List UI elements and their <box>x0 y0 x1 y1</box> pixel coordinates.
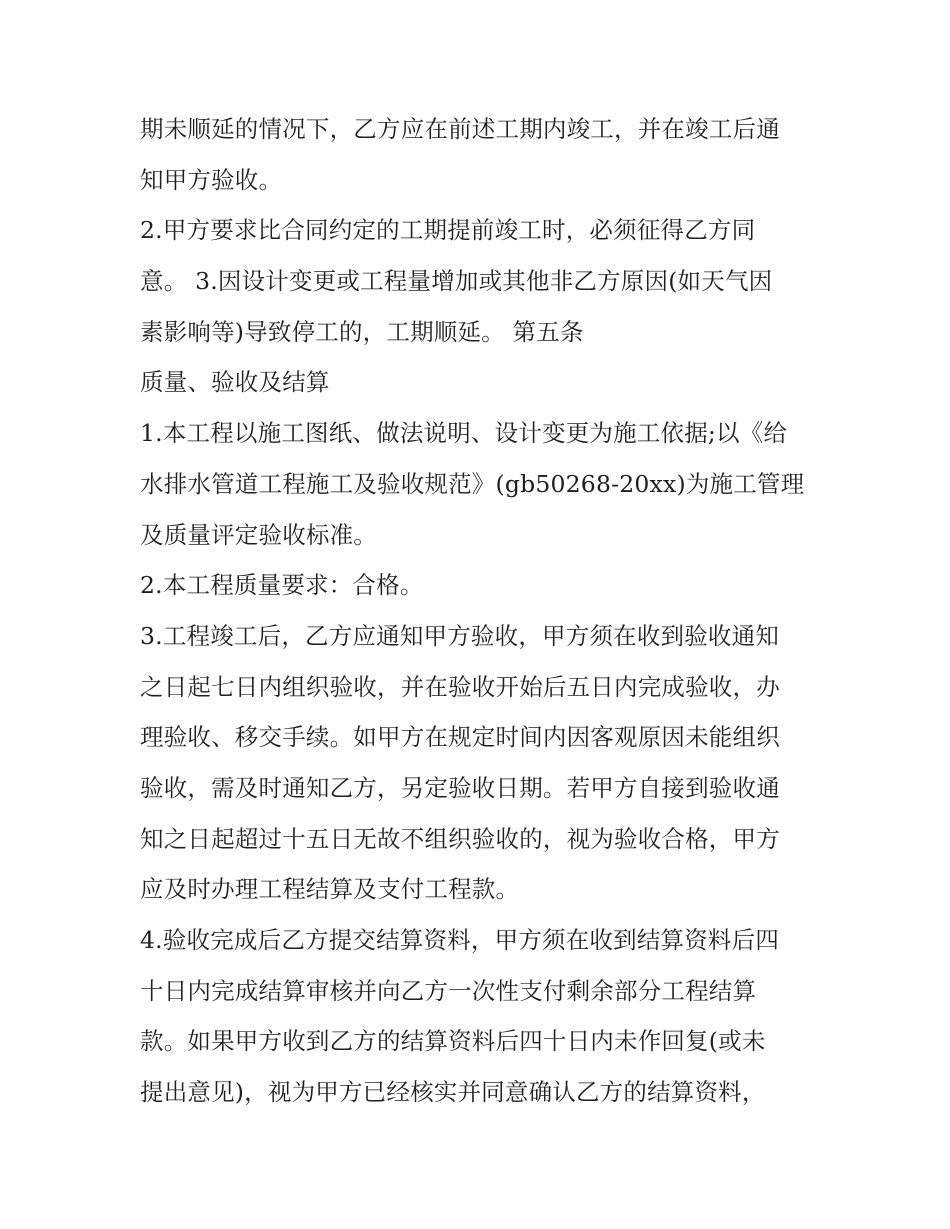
text-line: 意。 3.因设计变更或工程量增加或其他非乙方原因(如天气因 <box>140 267 773 296</box>
text-line: 2.本工程质量要求：合格。 <box>140 571 424 600</box>
text-line: 3.工程竣工后，乙方应通知甲方验收，甲方须在收到验收通知 <box>140 621 780 650</box>
text-line: 知之日起超过十五日无故不组织验收的，视为验收合格，甲方 <box>140 824 780 853</box>
text-line: 2.甲方要求比合同约定的工期提前竣工时，必须征得乙方同 <box>140 216 756 245</box>
text-line: 提出意见)，视为甲方已经核实并同意确认乙方的结算资料， <box>140 1078 766 1107</box>
text-line: 素影响等)导致停工的，工期顺延。 第五条 <box>140 317 584 346</box>
text-line: 4.验收完成后乙方提交结算资料，甲方须在收到结算资料后四 <box>140 926 780 954</box>
section-heading: 质量、验收及结算 <box>140 368 330 397</box>
text-line: 知甲方验收。 <box>140 165 283 194</box>
document-body <box>140 104 820 1118</box>
text-line: 款。如果甲方收到乙方的结算资料后四十日内未作回复(或未 <box>140 1027 766 1056</box>
text-line: 1.本工程以施工图纸、做法说明、设计变更为施工依据;以《给 <box>140 419 788 448</box>
text-line: 十日内完成结算审核并向乙方一次性支付剩余部分工程结算 <box>140 976 757 1005</box>
text-line: 之日起七日内组织验收，并在验收开始后五日内完成验收，办 <box>140 672 780 701</box>
text-line: 水排水管道工程施工及验收规范》(gb50268-20xx)为施工管理 <box>140 469 805 498</box>
text-line: 验收，需及时通知乙方，另定验收日期。若甲方自接到验收通 <box>140 773 780 802</box>
text-line: 及质量评定验收标准。 <box>140 520 377 549</box>
text-line: 期未顺延的情况下，乙方应在前述工期内竣工，并在竣工后通 <box>140 115 780 143</box>
text-line: 应及时办理工程结算及支付工程款。 <box>140 875 520 904</box>
text-line: 理验收、移交手续。如甲方在规定时间内因客观原因未能组织 <box>140 723 780 752</box>
